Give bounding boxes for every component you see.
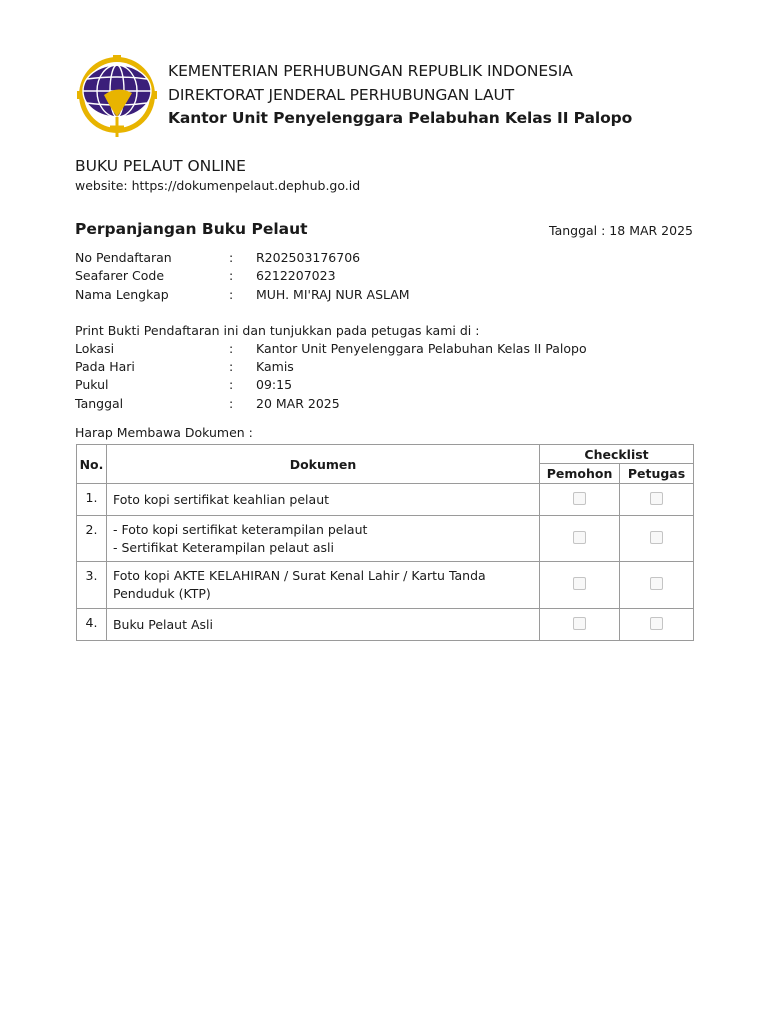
row-number: 2.: [77, 516, 107, 562]
ministry-logo-icon: [74, 55, 160, 141]
documents-intro: Harap Membawa Dokumen :: [75, 425, 253, 440]
row-number: 4.: [77, 609, 107, 641]
document-line: - Sertifikat Keterampilan pelaut asli: [112, 539, 334, 555]
document-line: Foto kopi AKTE KELAHIRAN / Surat Kenal Lahir / Kartu Tanda: [112, 568, 486, 583]
separator: :: [229, 377, 234, 392]
document-line: Penduduk (KTP): [112, 586, 211, 601]
applicant-checkbox[interactable]: [573, 531, 586, 544]
document-cell: [106, 609, 539, 641]
field-value: MUH. MI'RAJ NUR ASLAM: [256, 287, 410, 302]
officer-checkbox[interactable]: [650, 492, 663, 505]
separator: :: [229, 396, 234, 411]
full-name-row: [75, 287, 695, 305]
field-value: R202503176706: [256, 250, 361, 265]
field-label: Lokasi: [75, 341, 115, 356]
field-value: Kantor Unit Penyelenggara Pelabuhan Kelas II Palopo: [256, 341, 587, 356]
day-row: [75, 359, 695, 377]
location-row: [75, 341, 695, 359]
document-line: Foto kopi sertifikat keahlian pelaut: [112, 491, 330, 507]
officer-checkbox[interactable]: [650, 531, 663, 544]
col-header-checklist: Checklist: [540, 445, 694, 464]
field-label: Pukul: [75, 377, 109, 392]
field-label: Pada Hari: [75, 359, 135, 374]
seafarer-code-row: [75, 268, 695, 286]
col-header-document: Dokumen: [106, 445, 539, 484]
table-row: [77, 484, 694, 516]
site-url: website: https://dokumenpelaut.dephub.go.id: [75, 178, 361, 193]
form-date: Tanggal : 18 MAR 2025: [549, 223, 693, 238]
col-header-officer: Petugas: [620, 464, 694, 484]
field-value: 20 MAR 2025: [256, 396, 340, 411]
separator: :: [229, 268, 234, 283]
document-line: Buku Pelaut Asli: [112, 616, 213, 632]
appointment-date-row: [75, 396, 695, 414]
field-value: Kamis: [256, 359, 294, 374]
col-header-applicant: Pemohon: [540, 464, 620, 484]
document-cell: [106, 562, 539, 609]
appointment-intro: Print Bukti Pendaftaran ini dan tunjukkan pada petugas kami di :: [75, 323, 480, 338]
field-value: 09:15: [256, 377, 293, 392]
separator: :: [229, 250, 234, 265]
form-title: Perpanjangan Buku Pelaut: [75, 220, 308, 238]
applicant-checkbox[interactable]: [573, 577, 586, 590]
registration-number-row: [75, 250, 695, 268]
directorate-name: DIREKTORAT JENDERAL PERHUBUNGAN LAUT: [168, 86, 515, 104]
ministry-name: KEMENTERIAN PERHUBUNGAN REPUBLIK INDONESIA: [168, 62, 573, 80]
field-label: No Pendaftaran: [75, 250, 172, 265]
document-cell: [106, 484, 539, 516]
col-header-no: No.: [77, 445, 107, 484]
table-row: [77, 609, 694, 641]
separator: :: [229, 287, 234, 302]
field-label: Tanggal: [75, 396, 124, 411]
applicant-checkbox[interactable]: [573, 617, 586, 630]
field-value: 6212207023: [256, 268, 336, 283]
table-row: [77, 516, 694, 562]
field-label: Seafarer Code: [75, 268, 165, 283]
field-label: Nama Lengkap: [75, 287, 169, 302]
applicant-checkbox[interactable]: [573, 492, 586, 505]
row-number: 1.: [77, 484, 107, 516]
office-name: Kantor Unit Penyelenggara Pelabuhan Kelas II Palopo: [168, 109, 633, 127]
document-cell: [106, 516, 539, 562]
table-row: [77, 562, 694, 609]
document-line: - Foto kopi sertifikat keterampilan pelaut: [112, 521, 368, 537]
row-number: 3.: [77, 562, 107, 609]
separator: :: [229, 341, 234, 356]
officer-checkbox[interactable]: [650, 577, 663, 590]
officer-checkbox[interactable]: [650, 617, 663, 630]
time-row: [75, 377, 695, 395]
separator: :: [229, 359, 234, 374]
documents-table: [76, 444, 694, 641]
site-title: BUKU PELAUT ONLINE: [75, 157, 246, 175]
